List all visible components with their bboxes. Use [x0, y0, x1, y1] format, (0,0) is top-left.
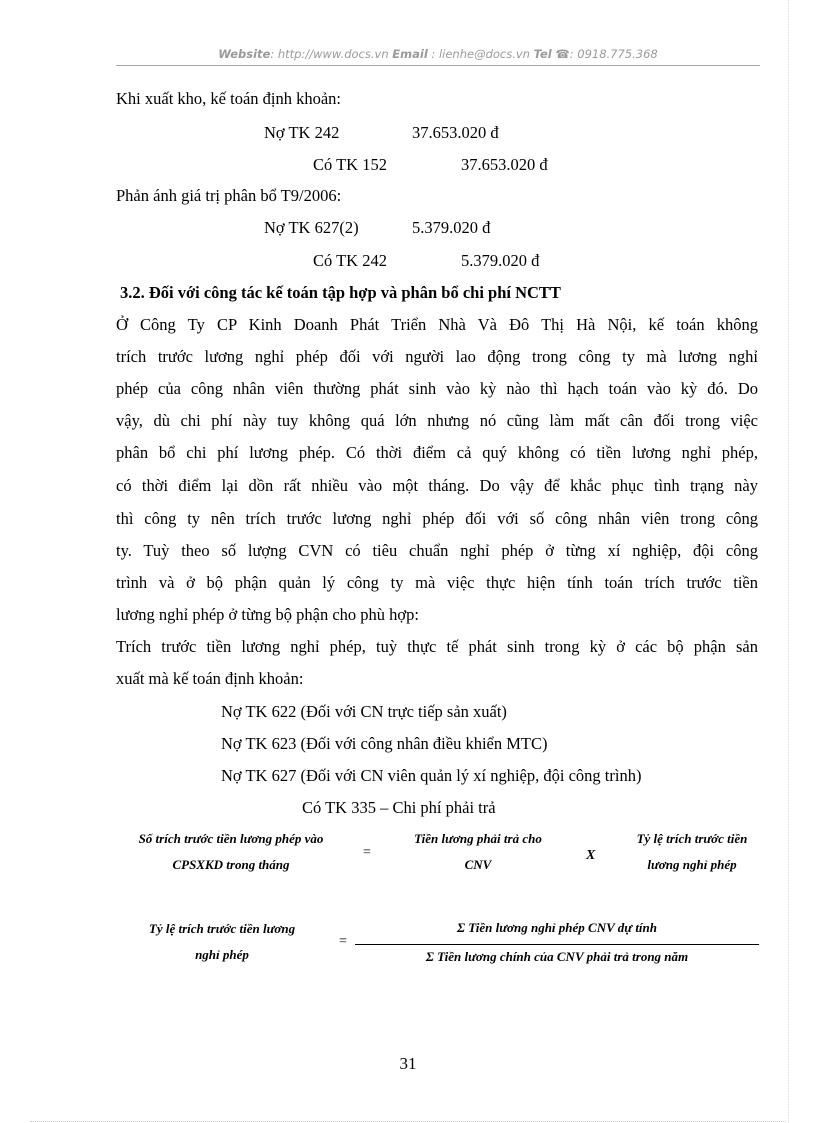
- body-line: Phản ánh giá trị phân bổ T9/2006:: [116, 186, 342, 205]
- entry-debit-amount: 37.653.020 đ: [412, 123, 499, 142]
- formula-lhs-line: CPSXKD trong tháng: [172, 857, 290, 872]
- paragraph-line: phân bổ chi phí lương phép. Có thời điểm cả quý không có tiền lương nghỉ phép,: [116, 443, 758, 462]
- page-header: [116, 47, 760, 61]
- formula-lhs-line: Số trích trước tiền lương phép vào: [138, 831, 324, 846]
- formula-mid-line: CNV: [464, 857, 492, 872]
- website-value: : http://www.docs.vn: [270, 47, 393, 61]
- page-number: 31: [399, 1054, 417, 1073]
- formula2-lhs-line: Tỷ lệ trích trước tiền lương: [148, 921, 296, 936]
- formula2-lhs-line: nghỉ phép: [195, 947, 249, 962]
- paragraph-line: trình và ở bộ phận quản lý công ty mà việc thực hiện tính toán trích trước tiền: [116, 573, 758, 592]
- section-heading: 3.2. Đối với công tác kế toán tập hợp và phân bổ chi phí NCTT: [120, 283, 561, 302]
- email-label: Email: [392, 47, 428, 61]
- paragraph-line: vậy, dù chi phí này tuy không quá lớn nhưng nó cũng làm mất cân đối trong việc: [116, 411, 758, 430]
- entry-debit-label: Nợ TK 242: [264, 123, 340, 142]
- paragraph-line: trích trước lương nghỉ phép đối với người lao động trong công ty mà lương nghỉ: [116, 347, 758, 366]
- paragraph-line: Trích trước tiền lương nghỉ phép, tuỳ thực tế phát sinh trong kỳ ở các bộ phận sản: [116, 637, 758, 656]
- formula-mid: [388, 826, 568, 878]
- formula-rhs: [612, 826, 772, 878]
- paragraph-line: Ở Công Ty CP Kinh Doanh Phát Triển Nhà Và Đô Thị Hà Nội, kế toán không: [116, 315, 758, 334]
- equals-sign: =: [339, 934, 347, 949]
- tel-label: Tel: [533, 47, 552, 61]
- equals-sign: =: [363, 845, 371, 860]
- entry-debit-amount: 5.379.020 đ: [412, 218, 491, 237]
- paragraph-line: phép của công nhân viên thường phát sinh vào kỳ nào thì hạch toán vào kỳ đó. Do: [116, 379, 758, 398]
- entry-credit-amount: 37.653.020 đ: [461, 155, 548, 174]
- page-bottom-border: [30, 1121, 786, 1122]
- formula-mid-line: Tiền lương phải trả cho: [414, 831, 542, 846]
- formula-rhs-line: lương nghỉ phép: [647, 857, 737, 872]
- paragraph-line: lương nghỉ phép ở từng bộ phận cho phù hợp:: [116, 605, 419, 624]
- entry-credit-label: Có TK 152: [313, 155, 387, 174]
- paragraph-line: có thời điểm lại dồn rất nhiều vào một tháng. Do vậy để khắc phục tình trạng này: [116, 476, 758, 495]
- website-label: Website: [218, 47, 271, 61]
- entry-debit-line: Nợ TK 622 (Đối với CN trực tiếp sản xuất): [221, 702, 507, 721]
- formula2-lhs: [106, 916, 338, 968]
- fraction-denominator: Σ Tiền lương chính của CNV phải trả trong năm: [425, 949, 689, 964]
- entry-debit-line: Nợ TK 623 (Đối với công nhân điều khiển MTC): [221, 734, 548, 753]
- entry-debit-label: Nợ TK 627(2): [264, 218, 359, 237]
- formula-lhs: [100, 826, 362, 878]
- entry-credit-line: Có TK 335 – Chi phí phải trả: [302, 798, 496, 817]
- paragraph-line: thì công ty nên trích trước lương nghỉ phép đối với số công nhân viên trong công: [116, 509, 758, 528]
- times-sign: X: [586, 848, 596, 863]
- body-line: Khi xuất kho, kế toán định khoản:: [116, 89, 342, 108]
- entry-credit-amount: 5.379.020 đ: [461, 251, 540, 270]
- phone-icon: ☎: [555, 47, 570, 61]
- paragraph-line: xuất mà kế toán định khoản:: [116, 669, 304, 688]
- email-value: : lienhe@docs.vn: [427, 47, 534, 61]
- formula-rhs-line: Tỷ lệ trích trước tiền: [636, 831, 748, 846]
- fraction-numerator: Σ Tiền lương nghỉ phép CNV dự tính: [456, 920, 657, 935]
- header-divider: [116, 65, 760, 66]
- paragraph-line: ty. Tuỳ theo số lượng CVN có tiêu chuẩn nghỉ phép ở từng xí nghiệp, đội công: [116, 541, 758, 560]
- entry-debit-line: Nợ TK 627 (Đối với CN viên quản lý xí nghiệp, đội công trình): [221, 766, 642, 785]
- entry-credit-label: Có TK 242: [313, 251, 387, 270]
- tel-value: : 0918.775.368: [569, 47, 658, 61]
- page-right-border: [788, 0, 789, 1123]
